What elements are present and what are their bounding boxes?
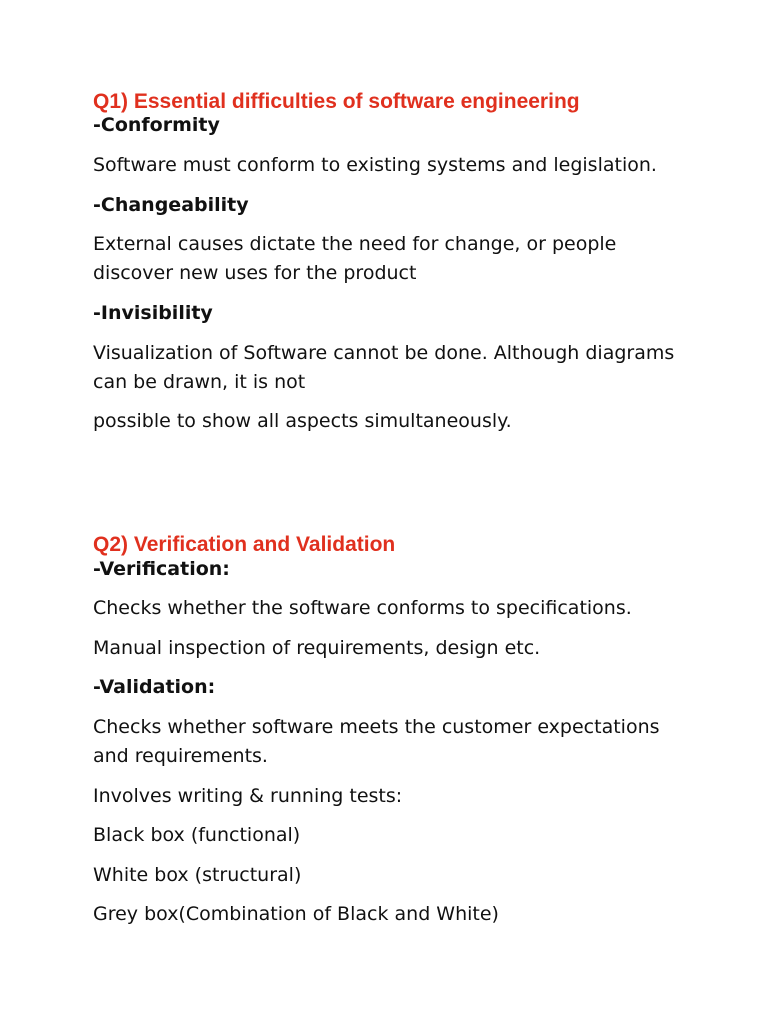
- section-2-item-1-line-2: Manual inspection of requirements, design etc.: [93, 637, 541, 659]
- section-2-item-2-line-3: Involves writing & running tests:: [93, 785, 403, 807]
- section-2-heading: Q2) Verification and Validation: [93, 533, 396, 556]
- section-1-heading: Q1) Essential difficulties of software engineering: [93, 90, 580, 113]
- section-1-item-3-title: -Invisibility: [93, 302, 213, 324]
- section-1-item-1-title: -Conformity: [93, 114, 220, 136]
- section-1-item-3-line-1: Visualization of Software cannot be done. Although diagrams: [93, 342, 675, 364]
- section-1-item-2-line-1: External causes dictate the need for change, or people: [93, 233, 617, 255]
- section-2-item-2-line-4: Black box (functional): [93, 824, 301, 846]
- section-2-item-2-title: -Validation:: [93, 676, 216, 698]
- section-1-item-2-line-2: discover new uses for the product: [93, 262, 417, 284]
- section-1-item-3-line-2: can be drawn, it is not: [93, 371, 306, 393]
- section-2-item-2-line-5: White box (structural): [93, 864, 302, 886]
- section-2-item-2-line-6: Grey box(Combination of Black and White): [93, 903, 499, 925]
- section-1-item-1-line-1: Software must conform to existing systems and legislation.: [93, 154, 657, 176]
- section-2-item-1-title: -Verification:: [93, 558, 230, 580]
- section-1-item-2-title: -Changeability: [93, 194, 249, 216]
- section-2-item-2-line-1: Checks whether software meets the customer expectations: [93, 716, 660, 738]
- section-2-item-2-line-2: and requirements.: [93, 745, 268, 767]
- section-2-item-1-line-1: Checks whether the software conforms to specifications.: [93, 597, 632, 619]
- section-1-item-3-line-3: possible to show all aspects simultaneously.: [93, 410, 512, 432]
